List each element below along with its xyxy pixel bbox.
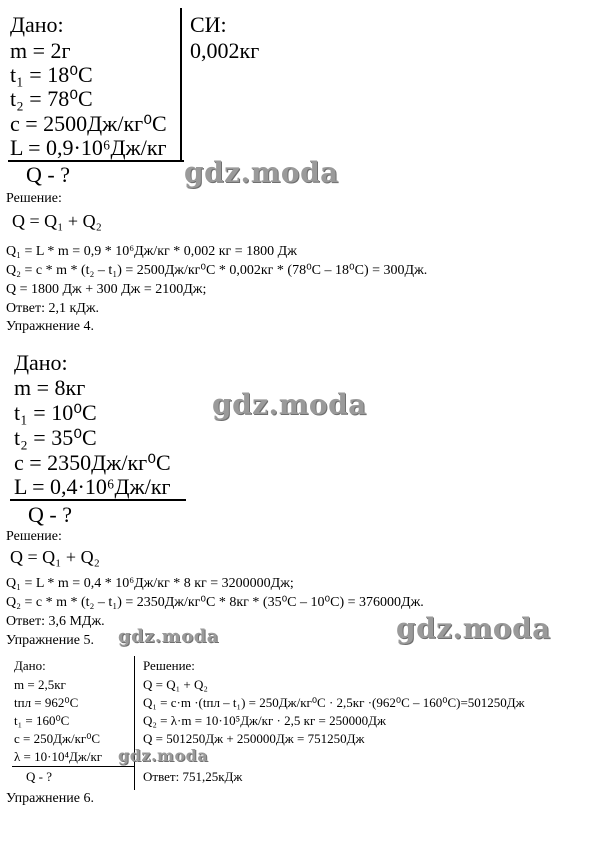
given-divider-3 [12, 766, 134, 767]
given-title-2: Дано: [14, 350, 68, 375]
given-mass-1: m = 2г [10, 38, 71, 63]
solution-formula-1: Q = Q₁ + Q₂ [12, 211, 102, 231]
answer-3: Ответ: 751,25кДж [143, 769, 243, 784]
given-t2-2: t₂ = 35⁰C [14, 425, 97, 450]
watermark-1: gdz.moda [184, 156, 339, 189]
watermark-2: gdz.moda [212, 388, 367, 421]
solution-q1-1: Q₁ = L * m = 0,9 * 10⁶Дж/кг * 0,002 кг = 1800 Дж [6, 244, 297, 259]
solution-label-3: Решение: [143, 658, 195, 673]
given-t2-1: t₂ = 78⁰C [10, 86, 93, 111]
table-separator-1 [180, 8, 182, 160]
given-t1-3: t₁ = 160⁰C [14, 713, 70, 728]
solution-label-1: Решение: [6, 191, 62, 206]
given-mass-3: m = 2,5кг [14, 677, 66, 692]
answer-1: Ответ: 2,1 кДж. [6, 301, 100, 316]
given-L-2: L = 0,4·10⁶Дж/кг [14, 474, 171, 499]
find-3: Q - ? [26, 769, 52, 784]
given-mass-2: m = 8кг [14, 375, 86, 400]
exercise-4-heading: Упражнение 4. [6, 319, 94, 334]
given-c-1: c = 2500Дж/кг⁰C [10, 111, 167, 136]
given-title-1: Дано: [10, 12, 64, 37]
given-L-1: L = 0,9·10⁶Дж/кг [10, 135, 167, 160]
solution-formula-3: Q = Q₁ + Q₂ [143, 677, 208, 692]
exercise-5-heading: Упражнение 5. [6, 633, 94, 648]
solution-q2-1: Q₂ = c * m * (t₂ – t₁) = 2500Дж/кг⁰C * 0,002кг * (78⁰C – 18⁰C) = 300Дж. [6, 263, 428, 278]
given-t1-1: t₁ = 18⁰C [10, 62, 93, 87]
find-2: Q - ? [28, 502, 72, 527]
watermark-3: gdz.moda [118, 626, 219, 647]
si-title: СИ: [190, 12, 227, 37]
given-tpl-3: tпл = 962⁰C [14, 695, 79, 710]
solution-q2-3: Q₂ = λ·m = 10·10⁵Дж/кг · 2,5 кг = 250000Дж [143, 713, 386, 728]
given-t1-2: t₁ = 10⁰C [14, 400, 97, 425]
solution-q1-3: Q₁ = c·m ·(tпл – t₁) = 250Дж/кг⁰C · 2,5кг ·(962⁰C – 160⁰C)=501250Дж [143, 695, 525, 710]
table-separator-3 [134, 656, 135, 790]
solution-q2-2: Q₂ = c * m * (t₂ – t₁) = 2350Дж/кг⁰C * 8кг * (35⁰C – 10⁰C) = 376000Дж. [6, 595, 424, 610]
given-divider-2 [10, 499, 186, 501]
solution-q-3: Q = 501250Дж + 250000Дж = 751250Дж [143, 731, 365, 746]
given-c-3: c = 250Дж/кг⁰C [14, 731, 101, 746]
solution-formula-2: Q = Q₁ + Q₂ [10, 547, 100, 567]
si-value: 0,002кг [190, 38, 260, 63]
watermark-5: gdz.moda [118, 746, 209, 765]
given-title-3: Дано: [14, 658, 46, 673]
watermark-4: gdz.moda [396, 612, 551, 645]
given-c-2: c = 2350Дж/кг⁰C [14, 450, 171, 475]
solution-q-1: Q = 1800 Дж + 300 Дж = 2100Дж; [6, 282, 207, 297]
given-lambda-3: λ = 10·10⁴Дж/кг [14, 749, 103, 764]
solution-q1-2: Q₁ = L * m = 0,4 * 10⁶Дж/кг * 8 кг = 3200000Дж; [6, 576, 294, 591]
exercise-6-heading: Упражнение 6. [6, 791, 94, 806]
solution-label-2: Решение: [6, 529, 62, 544]
answer-2: Ответ: 3,6 МДж. [6, 614, 105, 629]
find-1: Q - ? [26, 162, 70, 187]
